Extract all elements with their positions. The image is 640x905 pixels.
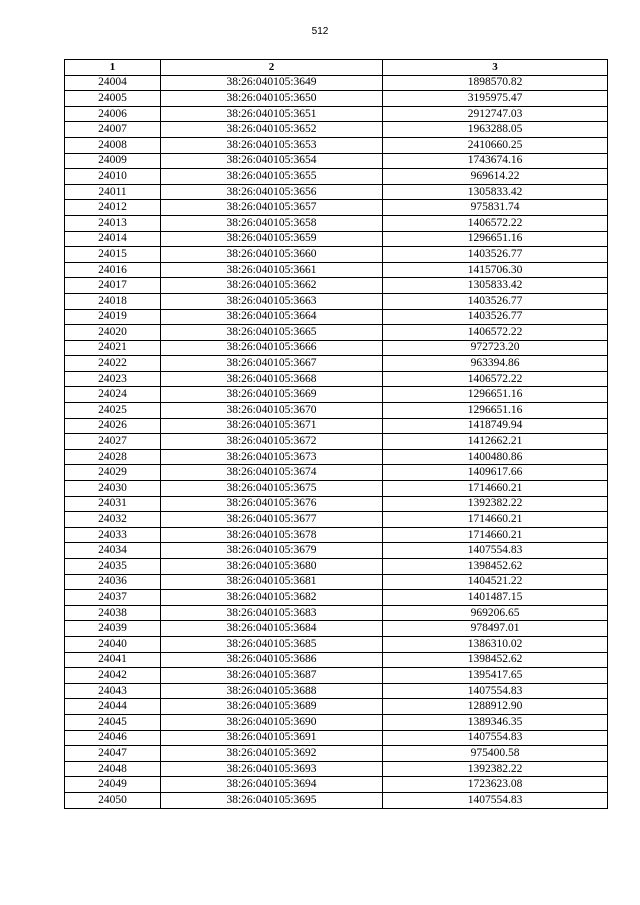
row-number-cell: 24043 [65,683,161,699]
table-row [65,231,608,247]
table-row [65,200,608,216]
value-cell: 969206.65 [383,605,608,621]
row-number-cell: 24021 [65,340,161,356]
table-row [65,169,608,185]
data-table [64,59,608,809]
value-cell: 1406572.22 [383,215,608,231]
cadastral-number-cell: 38:26:040105:3657 [161,200,383,216]
value-cell: 1398452.62 [383,559,608,575]
cadastral-number-cell: 38:26:040105:3686 [161,652,383,668]
cadastral-number-cell: 38:26:040105:3690 [161,714,383,730]
table-row [65,590,608,606]
row-number-cell: 24031 [65,496,161,512]
page-number: 512 [311,26,329,37]
row-number-cell: 24050 [65,792,161,808]
row-number-cell: 24018 [65,293,161,309]
row-number-cell: 24037 [65,590,161,606]
value-cell: 1403526.77 [383,293,608,309]
value-cell: 2410660.25 [383,137,608,153]
cadastral-number-cell: 38:26:040105:3695 [161,792,383,808]
value-cell: 972723.20 [383,340,608,356]
table-row [65,605,608,621]
row-number-cell: 24015 [65,247,161,263]
value-cell: 1386310.02 [383,636,608,652]
value-cell: 1296651.16 [383,387,608,403]
cadastral-number-cell: 38:26:040105:3674 [161,465,383,481]
value-cell: 1407554.83 [383,683,608,699]
cadastral-number-cell: 38:26:040105:3671 [161,418,383,434]
cadastral-number-cell: 38:26:040105:3665 [161,325,383,341]
table-row [65,574,608,590]
cadastral-number-cell: 38:26:040105:3672 [161,434,383,450]
row-number-cell: 24025 [65,403,161,419]
table-row [65,699,608,715]
table-row [65,668,608,684]
table-row [65,636,608,652]
table-row [65,122,608,138]
row-number-cell: 24014 [65,231,161,247]
table-row [65,449,608,465]
row-number-cell: 24019 [65,309,161,325]
cadastral-number-cell: 38:26:040105:3670 [161,403,383,419]
table-row [65,184,608,200]
table-row [65,106,608,122]
row-number-cell: 24022 [65,356,161,372]
cadastral-number-cell: 38:26:040105:3693 [161,761,383,777]
cadastral-number-cell: 38:26:040105:3687 [161,668,383,684]
cadastral-number-cell: 38:26:040105:3681 [161,574,383,590]
cadastral-number-cell: 38:26:040105:3677 [161,512,383,528]
row-number-cell: 24035 [65,559,161,575]
cadastral-number-cell: 38:26:040105:3668 [161,371,383,387]
cadastral-number-cell: 38:26:040105:3653 [161,137,383,153]
table-row [65,714,608,730]
cadastral-number-cell: 38:26:040105:3651 [161,106,383,122]
table-row [65,75,608,91]
value-cell: 1296651.16 [383,403,608,419]
cadastral-number-cell: 38:26:040105:3675 [161,481,383,497]
value-cell: 1404521.22 [383,574,608,590]
value-cell: 3195975.47 [383,91,608,107]
row-number-cell: 24048 [65,761,161,777]
table-row [65,340,608,356]
value-cell: 2912747.03 [383,106,608,122]
table-row [65,559,608,575]
table-row [65,403,608,419]
table-row [65,761,608,777]
table-row [65,496,608,512]
table-row [65,371,608,387]
row-number-cell: 24017 [65,278,161,294]
value-cell: 1963288.05 [383,122,608,138]
table-row [65,387,608,403]
cadastral-number-cell: 38:26:040105:3667 [161,356,383,372]
cadastral-number-cell: 38:26:040105:3663 [161,293,383,309]
table-row [65,730,608,746]
table-row [65,777,608,793]
row-number-cell: 24028 [65,449,161,465]
cadastral-number-cell: 38:26:040105:3682 [161,590,383,606]
cadastral-number-cell: 38:26:040105:3691 [161,730,383,746]
table-row [65,309,608,325]
row-number-cell: 24029 [65,465,161,481]
row-number-cell: 24010 [65,169,161,185]
value-cell: 1403526.77 [383,247,608,263]
cadastral-number-cell: 38:26:040105:3661 [161,262,383,278]
value-cell: 1415706.30 [383,262,608,278]
cadastral-number-cell: 38:26:040105:3685 [161,636,383,652]
table-row [65,543,608,559]
row-number-cell: 24040 [65,636,161,652]
row-number-cell: 24042 [65,668,161,684]
cadastral-number-cell: 38:26:040105:3680 [161,559,383,575]
value-cell: 975400.58 [383,746,608,762]
value-cell: 1305833.42 [383,278,608,294]
table-row [65,356,608,372]
value-cell: 1398452.62 [383,652,608,668]
row-number-cell: 24049 [65,777,161,793]
row-number-cell: 24006 [65,106,161,122]
row-number-cell: 24044 [65,699,161,715]
value-cell: 1714660.21 [383,527,608,543]
table-row [65,746,608,762]
cadastral-number-cell: 38:26:040105:3673 [161,449,383,465]
cadastral-number-cell: 38:26:040105:3666 [161,340,383,356]
value-cell: 975831.74 [383,200,608,216]
table-row [65,418,608,434]
value-cell: 963394.86 [383,356,608,372]
value-cell: 1392382.22 [383,496,608,512]
value-cell: 1305833.42 [383,184,608,200]
table-row [65,621,608,637]
cadastral-number-cell: 38:26:040105:3659 [161,231,383,247]
value-cell: 1392382.22 [383,761,608,777]
cadastral-number-cell: 38:26:040105:3689 [161,699,383,715]
cadastral-number-cell: 38:26:040105:3660 [161,247,383,263]
value-cell: 1714660.21 [383,512,608,528]
value-cell: 1898570.82 [383,75,608,91]
cadastral-number-cell: 38:26:040105:3649 [161,75,383,91]
row-number-cell: 24016 [65,262,161,278]
cadastral-number-cell: 38:26:040105:3662 [161,278,383,294]
table-row [65,153,608,169]
row-number-cell: 24036 [65,574,161,590]
cadastral-number-cell: 38:26:040105:3655 [161,169,383,185]
column-header-3: 3 [383,60,608,76]
row-number-cell: 24005 [65,91,161,107]
row-number-cell: 24039 [65,621,161,637]
cadastral-number-cell: 38:26:040105:3656 [161,184,383,200]
value-cell: 1412662.21 [383,434,608,450]
table-body [65,75,608,808]
cadastral-number-cell: 38:26:040105:3650 [161,91,383,107]
value-cell: 1400480.86 [383,449,608,465]
cadastral-number-cell: 38:26:040105:3669 [161,387,383,403]
table-row [65,465,608,481]
cadastral-number-cell: 38:26:040105:3694 [161,777,383,793]
value-cell: 1406572.22 [383,371,608,387]
value-cell: 1395417.65 [383,668,608,684]
table-row [65,683,608,699]
value-cell: 1296651.16 [383,231,608,247]
cadastral-number-cell: 38:26:040105:3684 [161,621,383,637]
cadastral-number-cell: 38:26:040105:3658 [161,215,383,231]
table-header-row [65,60,608,76]
table-row [65,652,608,668]
cadastral-number-cell: 38:26:040105:3664 [161,309,383,325]
value-cell: 1407554.83 [383,543,608,559]
row-number-cell: 24004 [65,75,161,91]
row-number-cell: 24047 [65,746,161,762]
cadastral-number-cell: 38:26:040105:3692 [161,746,383,762]
value-cell: 978497.01 [383,621,608,637]
cadastral-number-cell: 38:26:040105:3678 [161,527,383,543]
table-row [65,512,608,528]
value-cell: 1418749.94 [383,418,608,434]
row-number-cell: 24034 [65,543,161,559]
table-row [65,91,608,107]
table-row [65,325,608,341]
table-row [65,262,608,278]
row-number-cell: 24033 [65,527,161,543]
cadastral-number-cell: 38:26:040105:3652 [161,122,383,138]
row-number-cell: 24027 [65,434,161,450]
row-number-cell: 24007 [65,122,161,138]
table-row [65,792,608,808]
value-cell: 1723623.08 [383,777,608,793]
value-cell: 1403526.77 [383,309,608,325]
table-row [65,215,608,231]
row-number-cell: 24023 [65,371,161,387]
table-row [65,247,608,263]
cadastral-number-cell: 38:26:040105:3683 [161,605,383,621]
row-number-cell: 24041 [65,652,161,668]
cadastral-number-cell: 38:26:040105:3654 [161,153,383,169]
value-cell: 1401487.15 [383,590,608,606]
table-row [65,527,608,543]
row-number-cell: 24020 [65,325,161,341]
column-header-1: 1 [65,60,161,76]
row-number-cell: 24011 [65,184,161,200]
value-cell: 1389346.35 [383,714,608,730]
table-row [65,293,608,309]
row-number-cell: 24026 [65,418,161,434]
value-cell: 1714660.21 [383,481,608,497]
value-cell: 1407554.83 [383,730,608,746]
value-cell: 1743674.16 [383,153,608,169]
cadastral-number-cell: 38:26:040105:3679 [161,543,383,559]
row-number-cell: 24032 [65,512,161,528]
row-number-cell: 24046 [65,730,161,746]
row-number-cell: 24038 [65,605,161,621]
value-cell: 1407554.83 [383,792,608,808]
row-number-cell: 24008 [65,137,161,153]
row-number-cell: 24030 [65,481,161,497]
table-row [65,434,608,450]
row-number-cell: 24009 [65,153,161,169]
table-row [65,278,608,294]
column-header-2: 2 [161,60,383,76]
value-cell: 969614.22 [383,169,608,185]
row-number-cell: 24024 [65,387,161,403]
cadastral-number-cell: 38:26:040105:3676 [161,496,383,512]
value-cell: 1406572.22 [383,325,608,341]
table-row [65,481,608,497]
row-number-cell: 24045 [65,714,161,730]
row-number-cell: 24013 [65,215,161,231]
value-cell: 1288912.90 [383,699,608,715]
value-cell: 1409617.66 [383,465,608,481]
cadastral-number-cell: 38:26:040105:3688 [161,683,383,699]
row-number-cell: 24012 [65,200,161,216]
table-row [65,137,608,153]
